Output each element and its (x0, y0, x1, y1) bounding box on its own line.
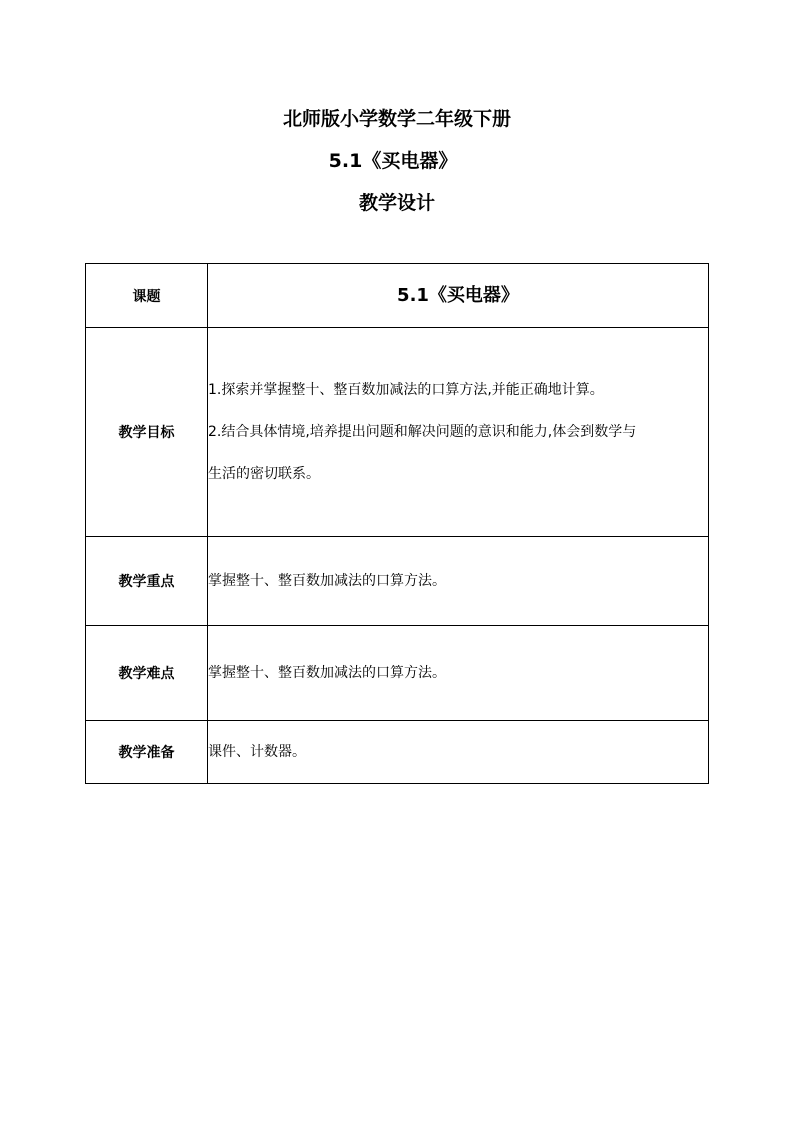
difficulties-label: 教学难点 (86, 626, 208, 721)
goal-line-2: 2.结合具体情境,培养提出问题和解决问题的意识和能力,体会到数学与 (208, 424, 637, 440)
table-row-goals (86, 328, 709, 537)
goal-line-3: 生活的密切联系。 (208, 466, 320, 482)
goals-label: 教学目标 (86, 328, 208, 537)
key-points-label: 教学重点 (86, 537, 208, 626)
goals-value (208, 328, 709, 537)
document-title: 北师版小学数学二年级下册 (282, 108, 511, 130)
lesson-title: 5.1《买电器》 (328, 150, 458, 172)
preparation-label: 教学准备 (86, 721, 208, 784)
table-row-preparation (86, 721, 709, 784)
topic-value: 5.1《买电器》 (208, 264, 709, 328)
lesson-plan-table (85, 263, 709, 784)
difficulties-value: 掌握整十、整百数加减法的口算方法。 (208, 626, 709, 721)
table-row-key-points (86, 537, 709, 626)
table-row-difficulties (86, 626, 709, 721)
goal-line-1: 1.探索并掌握整十、整百数加减法的口算方法,并能正确地计算。 (208, 382, 604, 398)
preparation-value: 课件、计数器。 (208, 721, 709, 784)
document-subtitle: 教学设计 (358, 192, 435, 214)
table-row-topic (86, 264, 709, 328)
topic-label: 课题 (86, 264, 208, 328)
key-points-value: 掌握整十、整百数加减法的口算方法。 (208, 537, 709, 626)
